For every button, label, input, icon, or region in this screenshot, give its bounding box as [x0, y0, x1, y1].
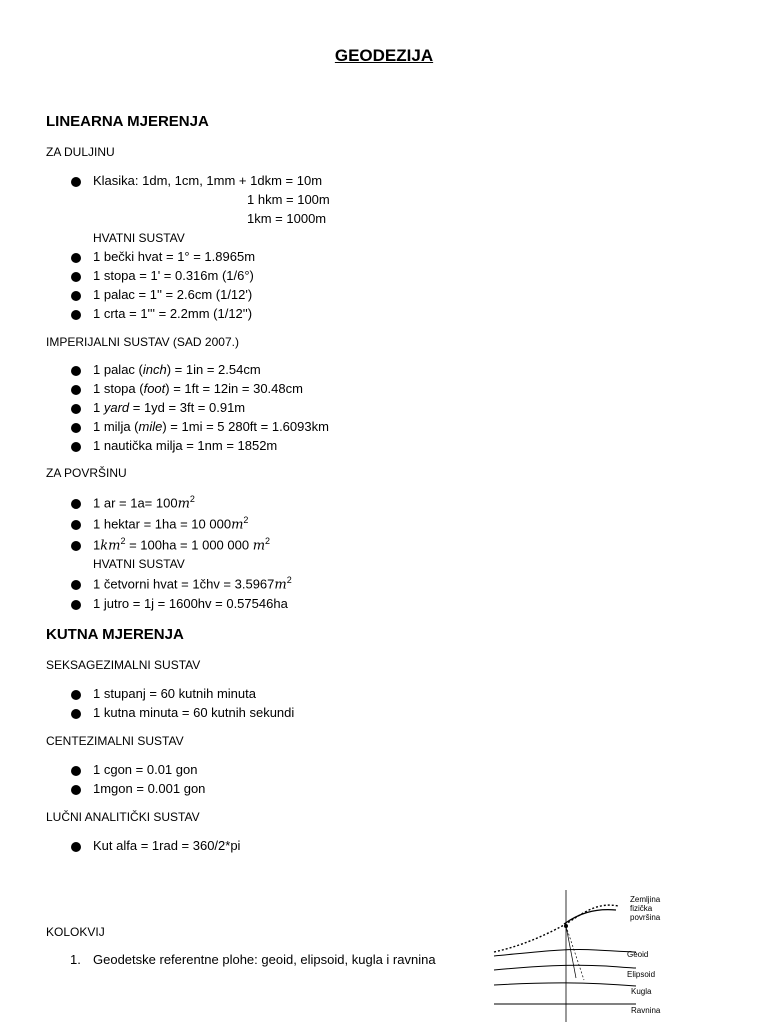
bullet — [71, 766, 81, 776]
reference-surfaces-figure — [486, 890, 668, 1024]
list-item: 1 stopa (foot) = 1ft = 12in = 30.48cm — [93, 381, 303, 396]
list-item: Klasika: 1dm, 1cm, 1mm + 1dkm = 10m — [93, 173, 323, 188]
list-item: 1 palac = 1'' = 2.6cm (1/12') — [93, 287, 253, 302]
bullet — [71, 272, 81, 282]
geoid-curve — [494, 949, 636, 956]
subheading-arc: LUČNI ANALITIČKI SUSTAV — [46, 810, 200, 824]
list-item: 1 jutro = 1j = 1600hv = 0.57546ha — [93, 596, 288, 611]
section-heading-linear: LINEARNA MJERENJA — [46, 113, 209, 130]
label-earth-1: Zemljina — [630, 895, 661, 904]
bullet — [71, 291, 81, 301]
section-heading-angular: KUTNA MJERENJA — [46, 626, 184, 643]
list-item: 1 ar = $1a= 100m^2$ — [93, 494, 195, 512]
label-plane: Ravnina — [631, 1006, 661, 1015]
subheading-sexagesimal: SEKSAGEZIMALNI SUSTAV — [46, 658, 201, 672]
label-sphere: Kugla — [631, 987, 652, 996]
list-item: 1 hektar = 1ha = 10 $000m^2$ — [93, 515, 249, 533]
list-item: 1 milja (mile) = 1mi = 5 280ft = 1.6093km — [93, 419, 329, 434]
bullet — [71, 442, 81, 452]
label-ellipsoid: Elipsoid — [627, 970, 656, 979]
subheading-hvatni-area: HVATNI SUSTAV — [93, 557, 185, 571]
bullet — [71, 541, 81, 551]
bullet — [71, 177, 81, 187]
list-item-continuation: 1 hkm = 100m — [247, 192, 330, 207]
list-item: 1 crta = 1''' = 2.2mm (1/12'') — [93, 306, 253, 321]
bullet — [71, 366, 81, 376]
list-item: 1 yard = 1yd = 3ft = 0.91m — [93, 400, 246, 415]
bullet — [71, 785, 81, 795]
bullet — [71, 842, 81, 852]
list-item: 1 palac (inch) = 1in = 2.54cm — [93, 362, 261, 377]
bullet — [71, 423, 81, 433]
label-geoid: Geoid — [627, 950, 649, 959]
subheading-kolokvij: KOLOKVIJ — [46, 925, 105, 939]
bullet — [71, 499, 81, 509]
list-item: 1 kutna minuta = 60 kutnih sekundi — [93, 705, 295, 720]
list-item-continuation: 1km = 1000m — [247, 211, 327, 226]
subheading-centesimal: CENTEZIMALNI SUSTAV — [46, 734, 184, 748]
physical-surface-line — [494, 905, 618, 952]
bullet — [71, 709, 81, 719]
bullet — [71, 690, 81, 700]
subheading-hvatni: HVATNI SUSTAV — [93, 231, 185, 245]
label-earth-3: površina — [630, 913, 661, 922]
sphere-curve — [494, 983, 636, 986]
list-item: 1 stupanj = 60 kutnih minuta — [93, 686, 256, 701]
label-earth-2: fizička — [630, 904, 653, 913]
list-item: 1 četvorni hvat = 1čhv = $3.5967m^2$ — [93, 575, 292, 593]
bullet — [71, 580, 81, 590]
page-title: GEODEZIJA — [334, 46, 434, 65]
point-marker — [564, 924, 568, 928]
list-item: Kut alfa = 1rad = 360/2*pi — [93, 838, 241, 853]
list-item: 1 stopa = 1' = 0.316m (1/6°) — [93, 268, 254, 283]
list-number: 1. — [70, 952, 81, 967]
subheading-imperial: IMPERIJALNI SUSTAV (SAD 2007.) — [46, 335, 239, 349]
normal-line — [566, 926, 576, 978]
subheading-area: ZA POVRŠINU — [46, 466, 127, 480]
list-item: 1 nautička milja = 1nm = 1852m — [93, 438, 278, 453]
subheading-length: ZA DULJINU — [46, 145, 115, 159]
list-item: 1 bečki hvat = 1° = 1.8965m — [93, 249, 256, 264]
list-item: 1mgon = 0.001 gon — [93, 781, 206, 796]
list-item: $1km^2 = 100ha = 1$ 000 000 $m^2$ — [93, 536, 271, 554]
bullet — [71, 600, 81, 610]
ellipsoid-curve — [494, 965, 636, 970]
bullet — [71, 253, 81, 263]
bullet — [71, 310, 81, 320]
physical-surface-top — [564, 910, 616, 924]
list-item: 1 cgon = 0.01 gon — [93, 762, 198, 777]
bullet — [71, 520, 81, 530]
bullet — [71, 404, 81, 414]
list-item: Geodetske referentne plohe: geoid, elipsoid, kugla i ravnina — [93, 952, 436, 967]
bullet — [71, 385, 81, 395]
